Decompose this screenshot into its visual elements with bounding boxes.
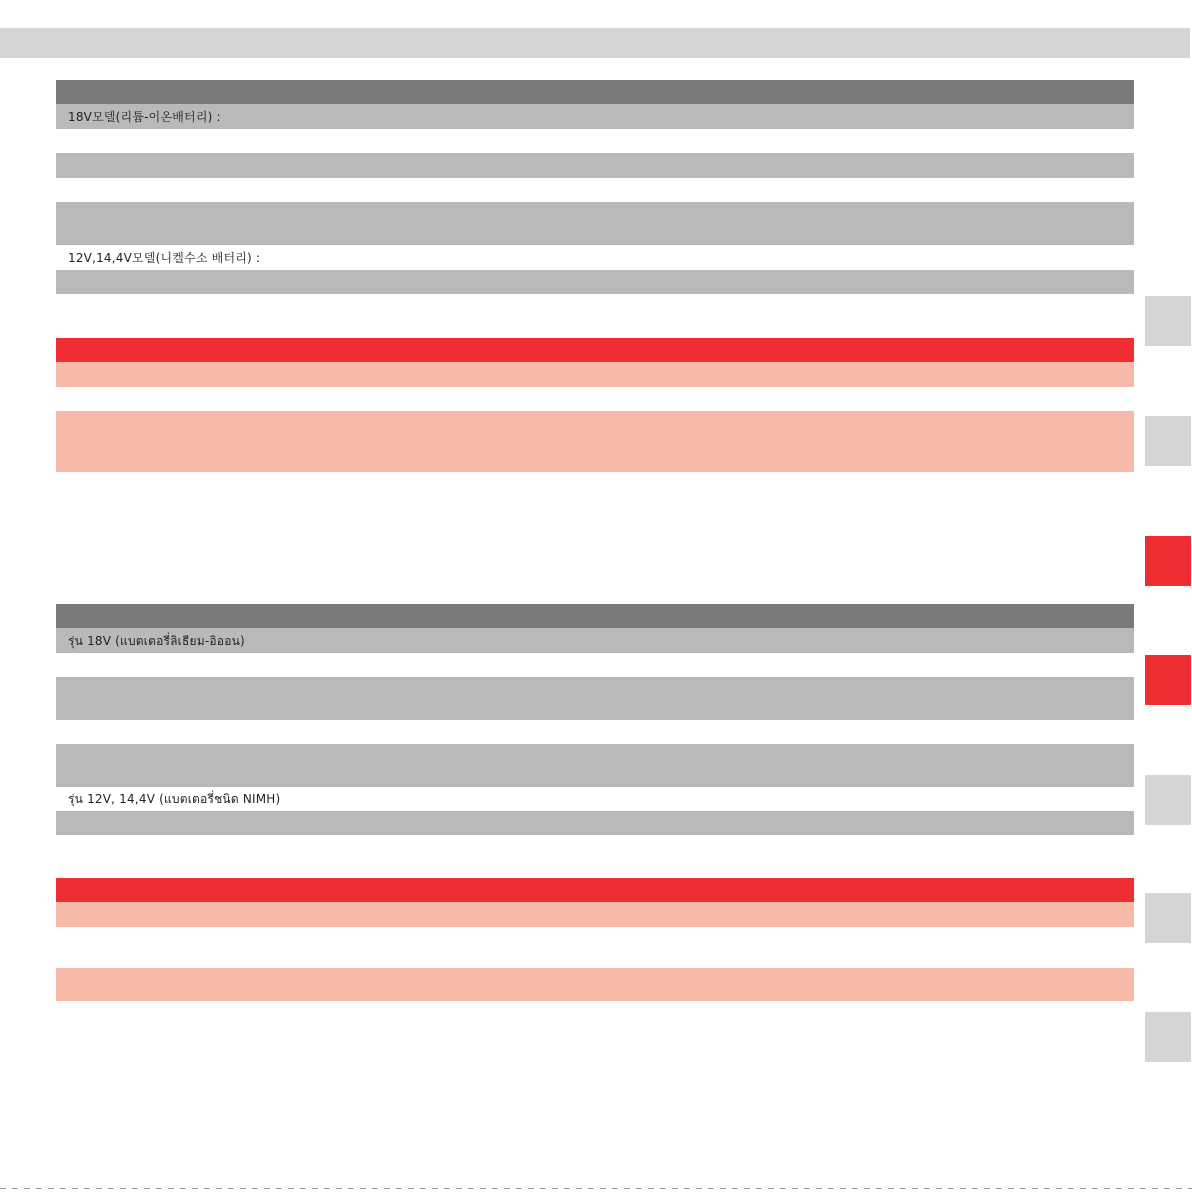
language-tab[interactable] [1145, 1012, 1191, 1062]
korean-nimh-label: 12V,14,4V모델(니켈수소 배터리) : [68, 251, 261, 265]
language-tab-active[interactable] [1145, 655, 1191, 705]
thai-li-ion-label: รุ่น 18V (แบตเตอรี่ลิเธียม-อิออน) [68, 634, 245, 648]
thai-warning-row [56, 968, 1134, 1001]
thai-nimh-row [56, 811, 1134, 835]
korean-spec-row [56, 153, 1134, 178]
thai-spec-row [56, 744, 1134, 787]
korean-li-ion-label: 18V모델(리튬-이온배터리) : [68, 110, 221, 124]
korean-spec-row [56, 202, 1134, 245]
language-tab[interactable] [1145, 296, 1191, 346]
thai-spec-row [56, 677, 1134, 720]
thai-warning-row [56, 902, 1134, 927]
bottom-crop-line [0, 1188, 1192, 1189]
language-tab[interactable] [1145, 775, 1191, 825]
thai-warning-header [56, 878, 1134, 902]
language-tab-active[interactable] [1145, 536, 1191, 586]
korean-warning-row [56, 362, 1134, 387]
top-header-bar [0, 28, 1190, 58]
korean-section-header [56, 80, 1134, 104]
korean-nimh-row [56, 270, 1134, 294]
language-tab[interactable] [1145, 893, 1191, 943]
thai-nimh-label: รุ่น 12V, 14,4V (แบตเตอรี่ชนิด NIMH) [68, 792, 281, 806]
thai-section-header [56, 604, 1134, 628]
korean-warning-row [56, 411, 1134, 472]
language-tab[interactable] [1145, 416, 1191, 466]
korean-warning-header [56, 338, 1134, 362]
